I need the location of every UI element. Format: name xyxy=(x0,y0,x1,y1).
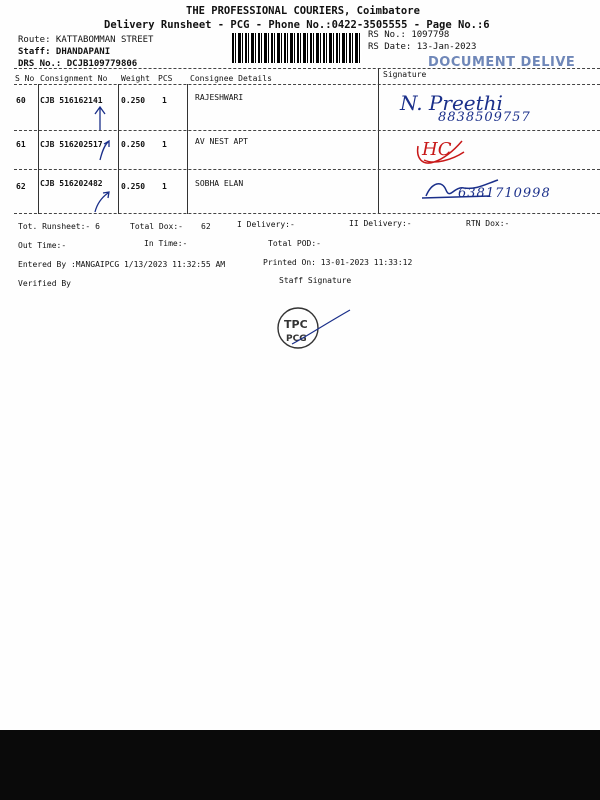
company-title: THE PROFESSIONAL COURIERS, Coimbatore xyxy=(186,5,420,17)
signature-scribble-icon xyxy=(420,174,510,208)
printed-on: Printed On: 13-01-2023 11:33:12 xyxy=(263,258,413,267)
ii-delivery: II Delivery:- xyxy=(349,219,412,228)
staff-label: Staff: DHANDAPANI xyxy=(18,47,111,57)
company-seal-icon xyxy=(274,304,354,354)
barcode-image xyxy=(232,33,362,63)
table-header-border xyxy=(14,84,600,85)
col-divider xyxy=(38,84,39,214)
col-header-consignee: Consignee Details xyxy=(190,74,272,83)
total-dox-value: 62 xyxy=(201,222,211,231)
entered-by: Entered By :MANGAIPCG 1/13/2023 11:32:55 AM xyxy=(18,260,226,269)
handwritten-phone: 8838509757 xyxy=(438,110,531,125)
handwritten-signature: N. Preethi xyxy=(400,91,503,115)
table-bottom-border xyxy=(14,213,600,214)
row-consignment: CJB 516162141 xyxy=(40,96,103,105)
svg-text:TPC: TPC xyxy=(284,318,308,331)
svg-text:PCG: PCG xyxy=(286,334,307,344)
col-header-weight: Weight xyxy=(121,74,150,83)
row-divider xyxy=(14,130,600,131)
staff-signature-label: Staff Signature xyxy=(279,276,352,285)
row-pcs: 1 xyxy=(162,182,167,191)
drs-number: DRS No.: DCJB109779806 xyxy=(18,59,138,69)
route-label: Route: KATTABOMMAN STREET xyxy=(18,35,154,45)
row-weight: 0.250 xyxy=(121,140,146,149)
col-divider xyxy=(187,84,188,214)
handwritten-signature: HC xyxy=(422,139,452,160)
col-header-consignment: Consignment No xyxy=(40,74,108,83)
row-consignee: AV NEST APT xyxy=(195,137,248,146)
table-top-border xyxy=(14,68,600,69)
rs-date: RS Date: 13-Jan-2023 xyxy=(368,42,477,52)
signature-scribble-icon xyxy=(412,138,468,170)
out-time: Out Time:- xyxy=(18,241,67,250)
row-consignee: RAJESHWARI xyxy=(195,93,244,102)
col-header-pcs: PCS xyxy=(158,74,173,83)
row-sno: 62 xyxy=(16,182,26,191)
in-time: In Time:- xyxy=(144,239,188,248)
arrow-mark-icon xyxy=(90,105,110,131)
arrow-mark-icon xyxy=(92,188,114,214)
row-weight: 0.250 xyxy=(121,182,146,191)
col-header-signature: Signature xyxy=(383,70,427,79)
row-consignment: CJB 516202517 xyxy=(40,140,103,149)
row-consignment: CJB 516202482 xyxy=(40,179,103,188)
row-divider xyxy=(14,169,600,170)
col-header-sno: S No xyxy=(15,74,35,83)
col-divider xyxy=(118,84,119,214)
row-weight: 0.250 xyxy=(121,96,146,105)
document-delivered-stamp: DOCUMENT DELIVE xyxy=(428,55,576,70)
col-divider xyxy=(378,68,379,214)
rtn-dox: RTN Dox:- xyxy=(466,219,510,228)
total-dox-label: Total Dox:- xyxy=(130,222,183,231)
runsheet-subtitle: Delivery Runsheet - PCG - Phone No.:0422-3505555 - Page No.:6 xyxy=(104,19,490,31)
handwritten-phone: 6381710998 xyxy=(458,186,551,201)
verified-by: Verified By xyxy=(18,279,71,288)
row-pcs: 1 xyxy=(162,96,167,105)
scan-edge-shadow xyxy=(0,730,600,800)
row-sno: 61 xyxy=(16,140,26,149)
rs-number: RS No.: 1097798 xyxy=(368,30,450,40)
total-pod: Total POD:- xyxy=(268,239,321,248)
row-consignee: SOBHA ELAN xyxy=(195,179,244,188)
row-pcs: 1 xyxy=(162,140,167,149)
row-sno: 60 xyxy=(16,96,26,105)
total-runsheet: Tot. Runsheet:- 6 xyxy=(18,222,100,231)
i-delivery: I Delivery:- xyxy=(237,220,295,229)
arrow-mark-icon xyxy=(96,138,116,162)
